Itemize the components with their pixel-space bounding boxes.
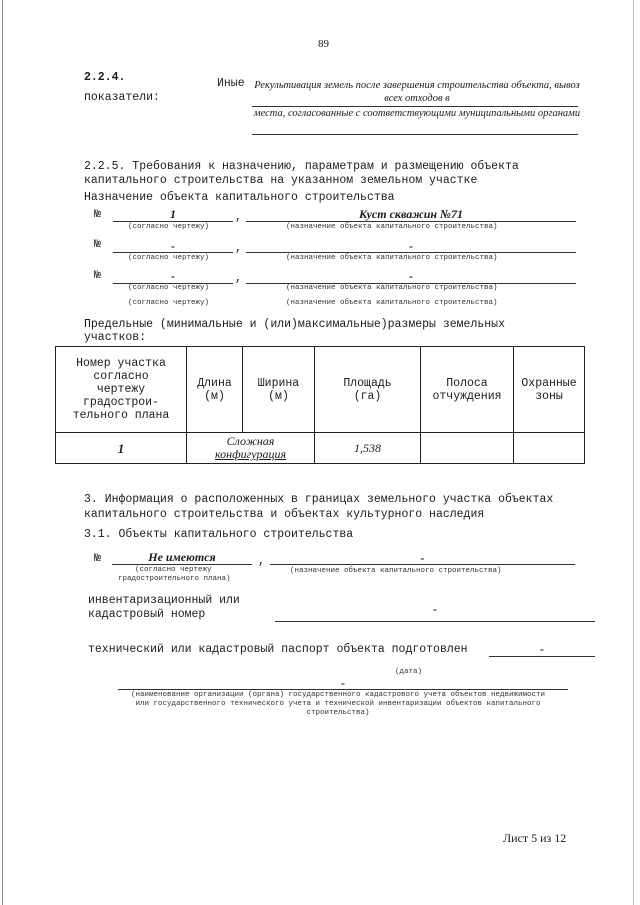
number-sign: № xyxy=(94,552,101,565)
caption-left: (согласно чертежу) xyxy=(128,299,210,307)
section-224-label: показатели: xyxy=(84,91,160,104)
comma: , xyxy=(235,272,242,285)
purpose-title: Назначение объекта капитального строительства xyxy=(84,191,395,204)
caption-left: (согласно чертежу) xyxy=(128,254,210,262)
scan-edge-right xyxy=(633,0,634,905)
section-3-heading-1: 3. Информация о расположенных в границах земельного участка объектах xyxy=(84,493,554,506)
header-strip: Полоса отчуждения xyxy=(421,347,514,433)
caption-left-1: (согласно чертежу xyxy=(135,566,212,574)
header-length: Длина (м) xyxy=(187,347,243,433)
limits-text-2: участков: xyxy=(84,331,147,344)
underline xyxy=(112,564,252,565)
inventory-label-1: инвентаризационный или xyxy=(88,594,240,607)
caption-right: (назначение объекта капитального строительства) xyxy=(286,284,498,292)
underline xyxy=(113,221,233,222)
date-caption: (дата) xyxy=(395,668,423,676)
caption-right: (назначение объекта капитального строительства) xyxy=(286,223,498,231)
cell-strip xyxy=(421,433,514,464)
comma: , xyxy=(258,555,265,568)
sheet-number: Лист 5 из 12 xyxy=(503,831,567,845)
object-purpose: - xyxy=(409,239,413,253)
comma: , xyxy=(235,211,242,224)
caption-left: (согласно чертежу) xyxy=(128,284,210,292)
object-purpose: - xyxy=(409,269,413,283)
inventory-label-2: кадастровый номер xyxy=(88,608,206,621)
page-number: 89 xyxy=(318,38,329,50)
underline xyxy=(252,134,578,135)
cell-zones xyxy=(514,433,585,464)
number-sign: № xyxy=(94,208,101,221)
underline xyxy=(118,689,568,690)
caption-left-2: градостроительного плана) xyxy=(118,575,231,583)
parcel-number: 1 xyxy=(170,207,176,221)
organization-caption-3: строительства) xyxy=(306,709,370,717)
underline xyxy=(275,621,595,622)
section-224-other: Иные xyxy=(217,77,245,90)
passport-label: технический или кадастровый паспорт объекта подготовлен xyxy=(88,643,468,656)
object-purpose: Куст скважин №71 xyxy=(358,207,464,221)
header-zones: Охранные зоны xyxy=(514,347,585,433)
parcel-size-table xyxy=(55,346,585,464)
cell-size: Сложная конфигурация xyxy=(187,433,315,464)
header-width: Ширина (м) xyxy=(243,347,315,433)
scan-edge-left xyxy=(2,0,3,905)
section-3-heading-2: капитального строительства и объектах культурного наследия xyxy=(84,508,485,521)
section-224-text-line1: Рекультивация земель после завершения строительства объекта, вывоз всех отходов в xyxy=(254,80,580,104)
cell-area: 1,538 xyxy=(315,433,421,464)
caption-right: (назначение объекта капитального строительства) xyxy=(286,299,498,307)
comma: , xyxy=(235,242,242,255)
section-224-number: 2.2.4. xyxy=(84,71,126,84)
table-row xyxy=(56,433,585,464)
object-purpose: - xyxy=(420,551,425,565)
number-sign: № xyxy=(94,238,101,251)
header-parcel-number: Номер участка согласно чертежу градострои- тельного плана xyxy=(56,347,187,433)
caption-right: (назначение объекта капитального строительства) xyxy=(286,254,498,262)
caption-right: (назначение объекта капитального строительства) xyxy=(290,567,502,575)
parcel-number: - xyxy=(171,269,175,283)
number-sign: № xyxy=(94,269,101,282)
table-header-row xyxy=(56,347,585,433)
section-224-text-line2: места, согласованные с соответствующими муниципальными органами xyxy=(253,108,581,119)
organization-caption-2: или государственного технического учета и технической инвентаризации объектов капитального xyxy=(135,700,541,708)
section-31-heading: 3.1. Объекты капитального строительства xyxy=(84,528,354,541)
underline xyxy=(113,252,233,253)
underline xyxy=(246,252,576,253)
underline xyxy=(270,564,575,565)
caption-left: (согласно чертежу) xyxy=(128,223,210,231)
passport-date-value: - xyxy=(540,642,544,656)
section-225-heading-1: 2.2.5. Требования к назначению, параметрам и размещению объекта xyxy=(84,160,519,173)
underline xyxy=(489,656,595,657)
underline xyxy=(246,221,576,222)
organization-caption-1: (наименование организации (органа) государственного кадастрового учета объектов недвижимости xyxy=(130,691,546,699)
header-area: Площадь (га) xyxy=(315,347,421,433)
inventory-value: - xyxy=(433,602,437,616)
cell-parcel-number: 1 xyxy=(56,433,187,464)
organization-value: - xyxy=(341,676,345,690)
parcel-number: - xyxy=(171,239,175,253)
section-225-heading-2: капитального строительства на указанном земельном участке xyxy=(84,174,478,187)
limits-text-1: Предельные (минимальные и (или)максимальные)размеры земельных xyxy=(84,318,505,331)
object-number: Не имеются xyxy=(148,550,216,564)
